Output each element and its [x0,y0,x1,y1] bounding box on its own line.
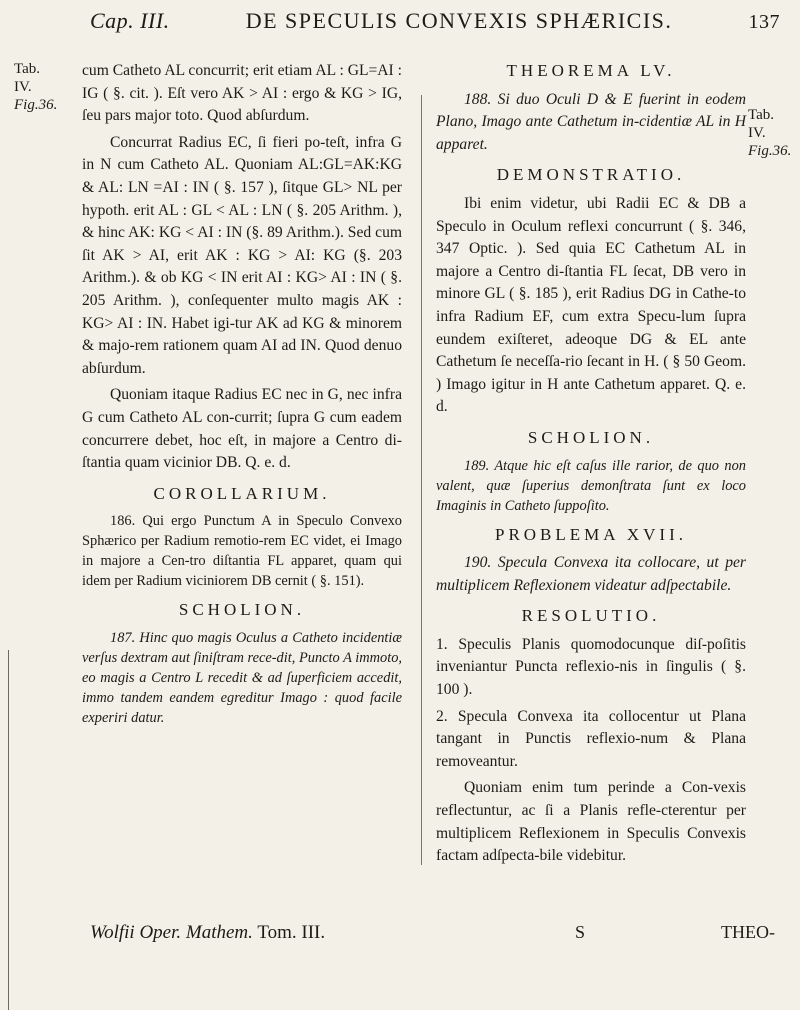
paragraph: Concurrat Radius EC, ſi fieri po-teſt, infra G in N cum Catheto AL. Quoniam AL:GL=AK:KG & AL: LN =AI : IN ( §. 157 ), ſitque GL> NL per hypoth. erit AL : GL < AL : LN ( §. 205 Arithm. ), & hinc AK: KG < AI : IN (§. 89 Arithm.). Sed cum ſit AK > AI, erit AK : KG > AI: KG (§. 203 Arithm.). & ob KG < IN erit AI : KG> AI : IN ( §. 205 Arithm. ), conſequenter multo magis AK : KG> AI : IN. Habet igi-tur AK ad KG & minorem & majo-rem rationem quam AI ad IN. Quod denuo abſurdum. [82,133,402,377]
section-heading-demonstratio: DEMONSTRATIO. [496,165,686,185]
paragraph: cum Catheto AL concurrit; erit etiam AL : GL=AI : IG ( §. cit. ). Eſt vero AK > AI : ergo & KG > IG, ſeu pars major toto. Quod abſurdum. [82,62,402,125]
paragraph-187: 187. Hinc quo magis Oculus a Catheto incidentiæ verſus dextram aut ſiniſtram rece-dit, Puncto A immoto, eo magis a Centro L recedit & ad ſuperficiem accedit, immo tandem eandem egreditur Imago : quod facile experiri datur. [82,629,402,726]
section-heading-scholion: SCHOLION. [178,600,306,620]
paragraph-189: 189. Atque hic eſt caſus ille rarior, de quo non valent, quæ ſuperius demonſtrata ſunt ex loco Imaginis in Catheto ſuppoſito. [436,457,746,514]
margin-tab-label: Tab. [14,61,41,77]
volume-label: Tom. III. [257,922,326,943]
right-margin-note [748,106,800,160]
running-title: DE SPECULIS CONVEXIS SPHÆRICIS. [245,8,673,33]
paragraph-demonstratio: Ibi enim videtur, ubi Radii EC & DB a Speculo in Oculum reflexi concurrunt ( §. 346, 347 Optic. ). Sed quia EC Cathetum AL in majore a Centro di-ſtantia FL ſecat, DB vero in minore GL ( §. 185 ), erit Radius DG in Cathe-to infra Radium EF, cum extra Specu-lum ſupra eundem exiſteret, adeoque DG & EL ante Cathetum ſe neceſſa-rio ſecant in H. ( § 50 Geom. ) Imago igitur in H ante Cathetum apparet. Q. e. d. [436,194,746,416]
chapter-label: Cap. III. [90,8,170,33]
right-column [436,60,746,872]
paragraph-190: 190. Specula Convexa ita collocare, ut per multiplicem Reflexionem videatur adſpectabile. [436,554,746,594]
section-heading-resolutio: RESOLUTIO. [521,606,661,626]
margin-tab-label: Tab. [748,107,775,123]
footer-work-title [90,922,325,944]
paragraph: Quoniam enim tum perinde a Con-vexis reflectuntur, ac ſi a Planis refle-cterentur per multiplicem Reflexionem in Speculis Convexis factam adſpecta-bile videbitur. [436,779,746,865]
margin-tab-number: IV. [14,79,32,95]
paragraph-188: 188. Si duo Oculi D & E fuerint in eodem Plano, Imago ante Cathetum in-cidentiæ AL in H apparet. [436,90,746,153]
resolutio-step-2: 2. Specula Convexa ita collocentur ut Plana tangant in Punctis reflexio-num & Plana removeantur. [436,707,746,770]
section-heading-problema: PROBLEMA XVII. [494,524,687,544]
page-number: 137 [748,11,780,33]
margin-tab-number: IV. [748,125,766,141]
resolutio-step-1: 1. Speculis Planis quomodocunque diſ-poſitis inveniantur Puncta reflexio-nis in ſingulis ( §. 100 ). [436,635,746,699]
left-column [82,60,402,732]
footer-signature-catchword [575,922,775,943]
column-divider [421,95,422,865]
paragraph: Quoniam itaque Radius EC nec in G, nec infra G cum Catheto AL con-currit; ſupra G cum eadem concurrere debet, hoc eſt, in majore a Centro di-ſtantia quam vicinior DB. Q. e. d. [82,386,402,472]
paragraph-186: 186. Qui ergo Punctum A in Speculo Convexo Sphærico per Radium remotio-rem EC videt, ei Imago in majore a Cen-tro diſtantia FL apparet, quam qui idem per Radium viciniorem DB cernit ( §. 151). [82,513,402,590]
running-header [90,8,780,34]
margin-figure-ref: Fig.36. [14,97,58,113]
signature-mark: S [575,922,586,942]
binding-line [8,650,9,1010]
section-heading-scholion: SCHOLION. [527,427,655,447]
section-heading-theorema: THEOREMA LV. [506,61,676,80]
margin-figure-ref: Fig.36. [748,143,792,159]
catchword: THEO- [721,922,775,942]
work-title: Wolfii Oper. Mathem. [90,922,253,943]
left-margin-note [14,60,84,114]
section-heading-corollarium: COROLLARIUM. [153,483,331,503]
